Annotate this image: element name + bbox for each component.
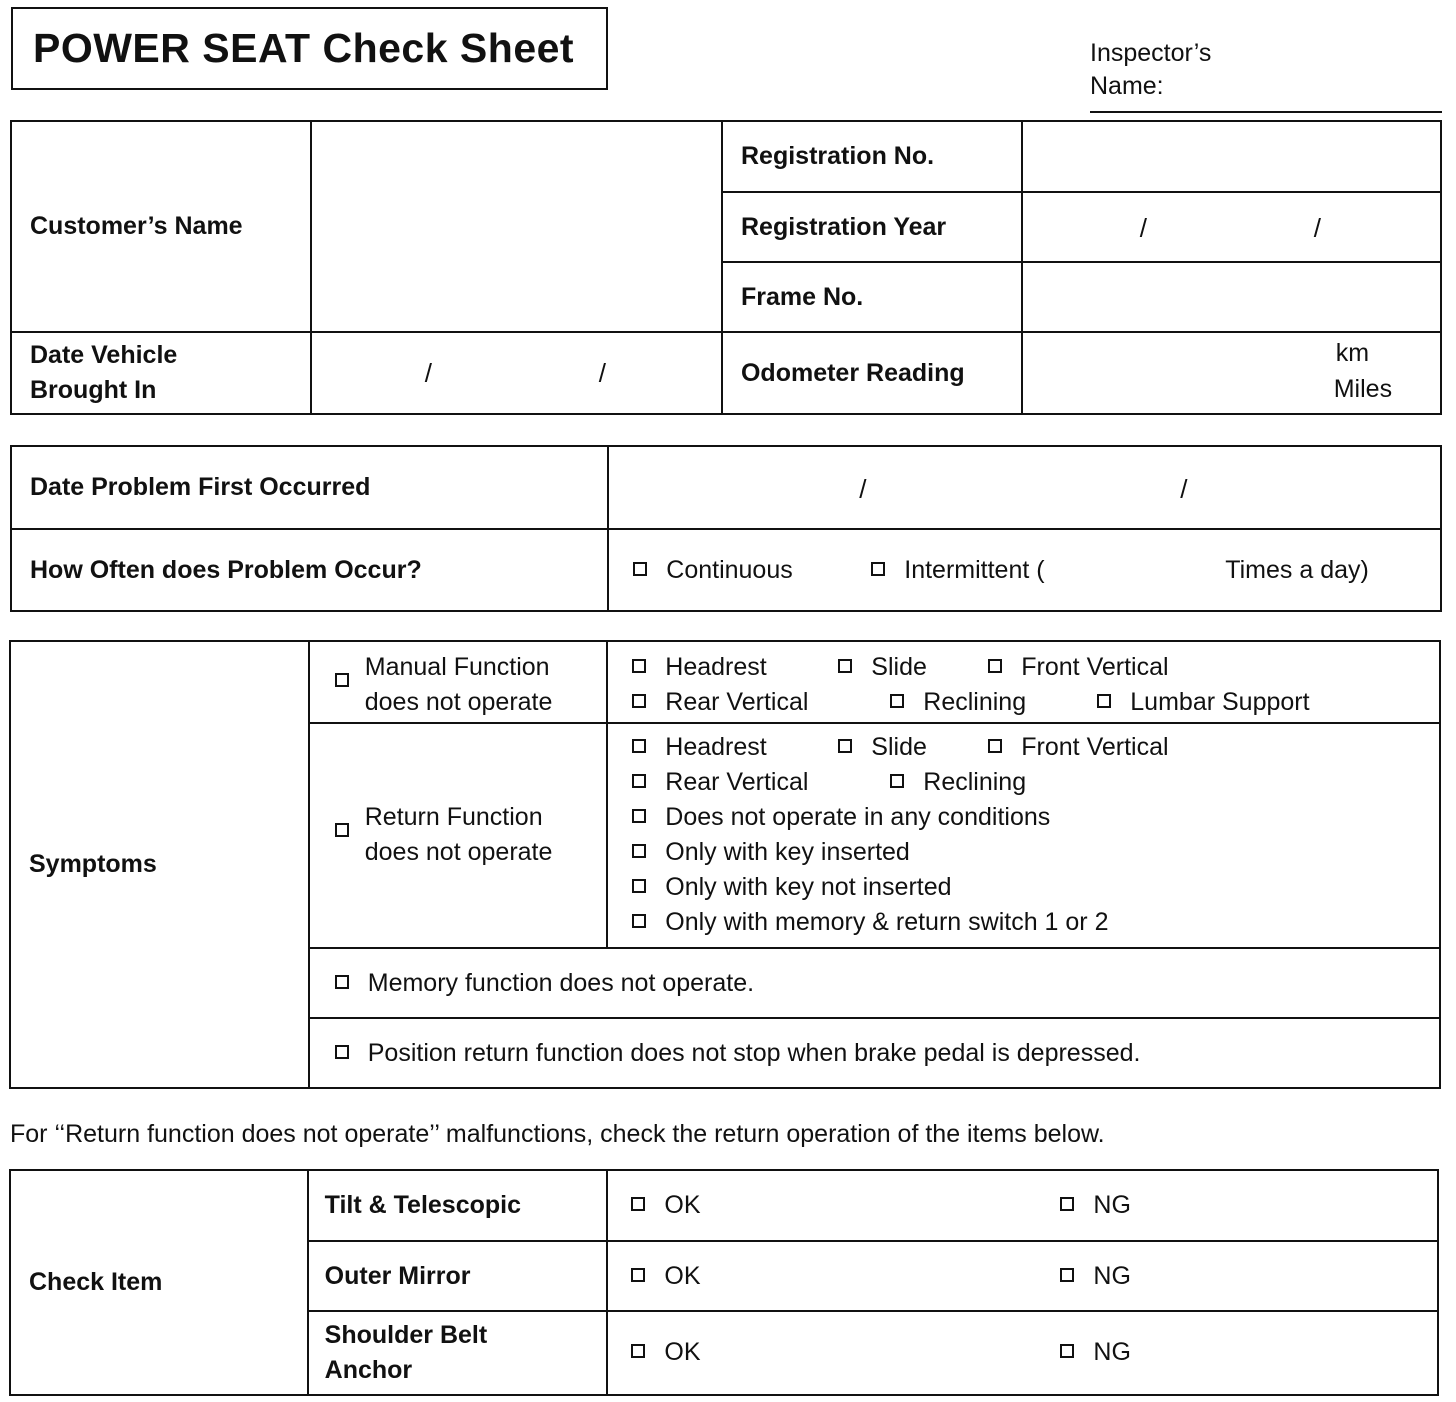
how-often-options [608, 529, 1441, 611]
checkbox-icon[interactable] [632, 879, 646, 893]
inspector-name-label: Inspector’s Name: [1090, 39, 1212, 100]
date-separator: / [1313, 213, 1321, 243]
return-function-options [607, 723, 1440, 948]
continuous-option[interactable]: Continuous [633, 556, 792, 585]
check-item-result [607, 1241, 1438, 1311]
frame-no-label: Frame No. [722, 262, 1022, 332]
check-item-table [9, 1169, 1439, 1396]
rear-vertical-option[interactable]: Rear Vertical [632, 685, 808, 720]
checkbox-icon[interactable] [838, 659, 852, 673]
customer-name-label: Customer’s Name [11, 121, 311, 332]
lumbar-support-option[interactable]: Lumbar Support [1097, 685, 1309, 720]
check-item-name: Tilt & Telescopic [308, 1170, 608, 1241]
check-item-label: Check Item [10, 1170, 308, 1395]
times-a-day-label: Times a day) [1225, 556, 1369, 584]
checkbox-icon[interactable] [631, 1344, 645, 1358]
checkbox-icon[interactable] [1060, 1268, 1074, 1282]
check-item-name: Outer Mirror [308, 1241, 608, 1311]
return-function-label: Return Function does not operate [364, 803, 553, 866]
checkbox-icon[interactable] [632, 844, 646, 858]
problem-table [10, 445, 1442, 612]
front-vertical-option[interactable]: Front Vertical [988, 650, 1168, 685]
reclining-option[interactable]: Reclining [890, 685, 1026, 720]
checkbox-icon[interactable] [988, 739, 1002, 753]
checkbox-icon[interactable] [335, 1045, 349, 1059]
checkbox-icon[interactable] [335, 823, 349, 837]
checkbox-icon[interactable] [988, 659, 1002, 673]
slide-option[interactable]: Slide [838, 730, 927, 765]
checkbox-icon[interactable] [335, 975, 349, 989]
manual-function-options [607, 641, 1440, 723]
ok-option[interactable]: OK [631, 1262, 700, 1291]
date-brought-in-field[interactable] [311, 332, 722, 414]
checkbox-icon[interactable] [632, 774, 646, 788]
check-item-name: Shoulder Belt Anchor [308, 1311, 608, 1395]
headrest-option[interactable]: Headrest [632, 650, 766, 685]
ng-option[interactable]: NG [1060, 1191, 1131, 1220]
registration-year-label: Registration Year [722, 192, 1022, 262]
registration-no-field[interactable] [1022, 121, 1441, 192]
registration-no-label: Registration No. [722, 121, 1022, 192]
checkbox-icon[interactable] [1097, 694, 1111, 708]
vehicle-info-table [10, 120, 1442, 415]
key-inserted-option[interactable]: Only with key inserted [632, 835, 910, 870]
odometer-unit-km: km [1335, 339, 1370, 367]
title-box [11, 7, 608, 90]
position-return-row [309, 1018, 1440, 1088]
position-return-option[interactable]: Position return function does not stop when brake pedal is depressed. [335, 1039, 1141, 1068]
checkbox-icon[interactable] [632, 914, 646, 928]
symptoms-table [9, 640, 1441, 1089]
checkbox-icon[interactable] [632, 739, 646, 753]
date-separator: / [598, 358, 606, 388]
checkbox-icon[interactable] [871, 562, 885, 576]
any-conditions-option[interactable]: Does not operate in any conditions [632, 800, 1050, 835]
memory-switch-option[interactable]: Only with memory & return switch 1 or 2 [632, 905, 1108, 940]
manual-function-cell [309, 641, 608, 723]
intermittent-option[interactable]: Intermittent ( [871, 556, 1044, 585]
how-often-label: How Often does Problem Occur? [11, 529, 608, 611]
return-function-note: For ‘‘Return function does not operate’’ malfunctions, check the return operation of the items below. [10, 1120, 1105, 1148]
key-not-inserted-option[interactable]: Only with key not inserted [632, 870, 951, 905]
rear-vertical-option[interactable]: Rear Vertical [632, 765, 808, 800]
date-separator: / [859, 474, 867, 504]
customer-name-field[interactable] [311, 121, 722, 332]
check-item-result [607, 1170, 1438, 1241]
page-title: POWER SEAT Check Sheet [33, 25, 575, 71]
odometer-label: Odometer Reading [722, 332, 1022, 414]
reclining-option[interactable]: Reclining [890, 765, 1026, 800]
inspector-name-field[interactable] [1090, 111, 1442, 113]
checkbox-icon[interactable] [890, 774, 904, 788]
checkbox-icon[interactable] [335, 673, 349, 687]
memory-function-option[interactable]: Memory function does not operate. [335, 969, 754, 998]
slide-option[interactable]: Slide [838, 650, 927, 685]
checkbox-icon[interactable] [631, 1197, 645, 1211]
headrest-option[interactable]: Headrest [632, 730, 766, 765]
checkbox-icon[interactable] [633, 562, 647, 576]
checkbox-icon[interactable] [1060, 1344, 1074, 1358]
date-first-occurred-label: Date Problem First Occurred [11, 446, 608, 529]
ng-option[interactable]: NG [1060, 1338, 1131, 1367]
memory-function-row [309, 948, 1440, 1018]
return-function-cell [309, 723, 608, 948]
checkbox-icon[interactable] [1060, 1197, 1074, 1211]
odometer-field[interactable] [1022, 332, 1441, 414]
checkbox-icon[interactable] [632, 659, 646, 673]
registration-year-field[interactable] [1022, 192, 1441, 262]
front-vertical-option[interactable]: Front Vertical [988, 730, 1168, 765]
date-brought-in-label: Date Vehicle Brought In [11, 332, 311, 414]
frame-no-field[interactable] [1022, 262, 1441, 332]
checkbox-icon[interactable] [632, 694, 646, 708]
checkbox-icon[interactable] [838, 739, 852, 753]
ng-option[interactable]: NG [1060, 1262, 1131, 1291]
checkbox-icon[interactable] [890, 694, 904, 708]
date-separator: / [1139, 213, 1147, 243]
date-separator: / [1180, 474, 1188, 504]
date-first-occurred-field[interactable] [608, 446, 1441, 529]
checkbox-icon[interactable] [631, 1268, 645, 1282]
checkbox-icon[interactable] [632, 809, 646, 823]
odometer-unit-miles: Miles [1333, 375, 1393, 403]
ok-option[interactable]: OK [631, 1338, 700, 1367]
check-item-result [607, 1311, 1438, 1395]
manual-function-label: Manual Function does not operate [364, 653, 553, 716]
symptoms-label: Symptoms [10, 641, 309, 1088]
ok-option[interactable]: OK [631, 1191, 700, 1220]
date-separator: / [424, 358, 432, 388]
